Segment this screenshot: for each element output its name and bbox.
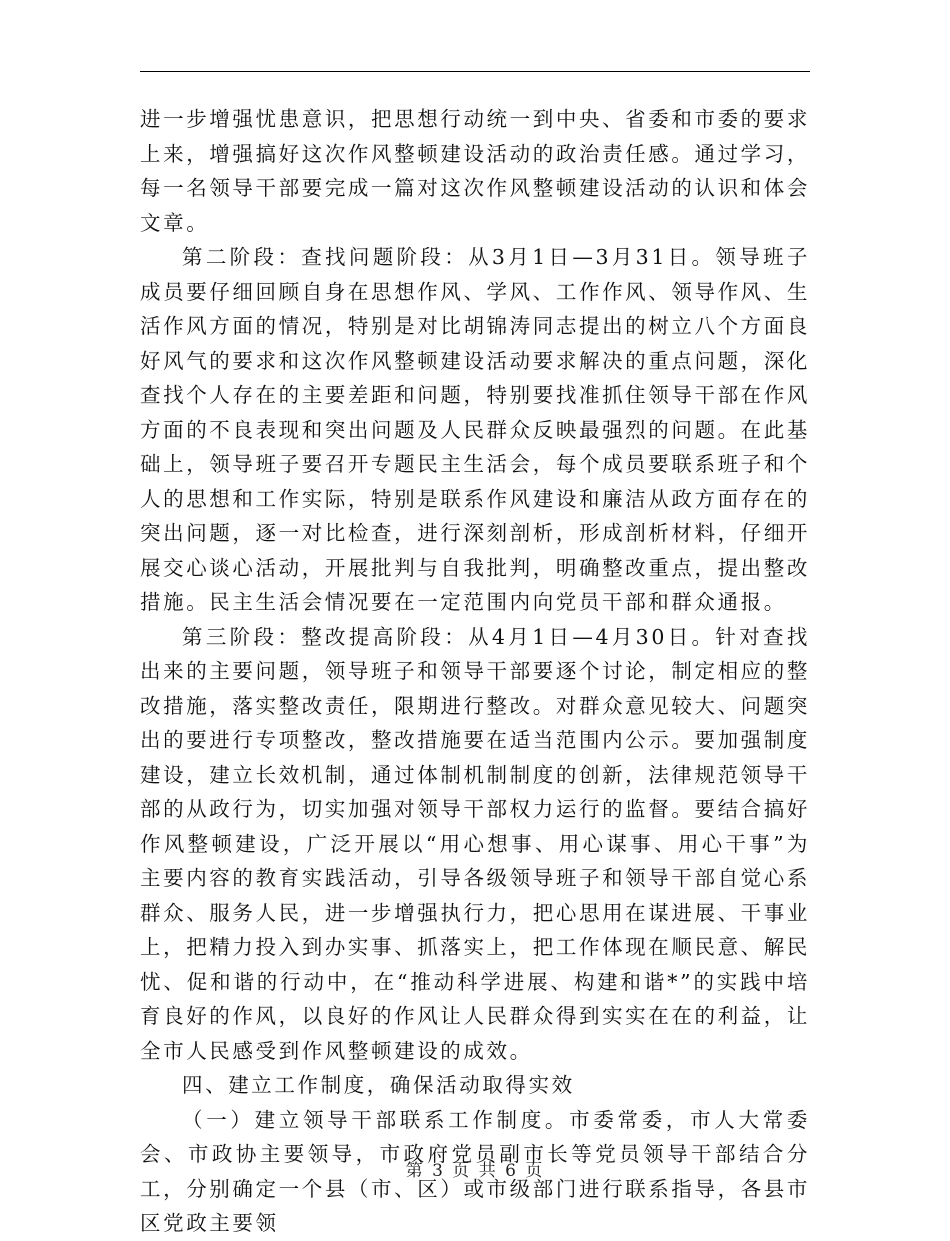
footer-middle: 页 共 — [452, 1161, 498, 1181]
paragraph-item-one: （一）建立领导干部联系工作制度。市委常委，市人大常委会、市政协主要领导，市政府党员副市长等党员领导干部结合分工，分别确定一个县（市、区）或市级部门进行联系指导，各县市区党政主要领 — [140, 1107, 810, 1235]
footer-suffix: 页 — [525, 1161, 545, 1181]
footer-current-page: 3 — [432, 1161, 445, 1181]
footer-total-pages: 6 — [505, 1161, 518, 1181]
page-footer — [0, 1156, 950, 1181]
header-rule — [140, 71, 810, 72]
paragraph-stage-three: 第三阶段：整改提高阶段：从4月1日—4月30日。针对查找出来的主要问题，领导班子和领导干部要逐个讨论，制定相应的整改措施，落实整改责任，限期进行整改。对群众意见较大、问题突出的要进行专项整改，整改措施要在适当范围内公示。要加强制度建设，建立长效机制，通过体制机制制度的创新，法律规范领导干部的从政行为，切实加强对领导干部权力运行的监督。要结合搞好作风整顿建设，广泛开展以“用心想事、用心谋事、用心干事”为主要内容的教育实践活动，引导各级领导班子和领导干部自觉心系群众、服务人民，进一步增强执行力，把心思用在谋进展、干事业上，把精力投入到办实事、抓落实上，把工作体现在顺民意、解民忧、促和谐的行动中，在“推动科学进展、构建和谐*”的实践中培育良好的作风，以良好的作风让人民群众得到实实在在的利益，让全市人民感受到作风整顿建设的成效。 — [140, 624, 810, 1063]
paragraph-continuation: 进一步增强忧患意识，把思想行动统一到中央、省委和市委的要求上来，增强搞好这次作风整顿建设活动的政治责任感。通过学习，每一名领导干部要完成一篇对这次作风整顿建设活动的认识和体会文章。 — [140, 107, 810, 235]
section-heading-four: 四、建立工作制度，确保活动取得实效 — [182, 1073, 575, 1097]
document-body — [140, 102, 810, 1241]
paragraph-stage-two: 第二阶段：查找问题阶段：从3月1日—3月31日。领导班子成员要仔细回顾自身在思想作风、学风、工作作风、领导作风、生活作风方面的情况，特别是对比胡锦涛同志提出的树立八个方面良好风气的要求和这次作风整顿建设活动要求解决的重点问题，深化查找个人存在的主要差距和问题，特别要找准抓住领导干部在作风方面的不良表现和突出问题及人民群众反映最强烈的问题。在此基础上，领导班子要召开专题民主生活会，每个成员要联系班子和个人的思想和工作实际，特别是联系作风建设和廉洁从政方面存在的突出问题，逐一对比检查，进行深刻剖析，形成剖析材料，仔细开展交心谈心活动，开展批判与自我批判，明确整改重点，提出整改措施。民主生活会情况要在一定范围内向党员干部和群众通报。 — [140, 245, 810, 614]
footer-prefix: 第 — [405, 1161, 425, 1181]
